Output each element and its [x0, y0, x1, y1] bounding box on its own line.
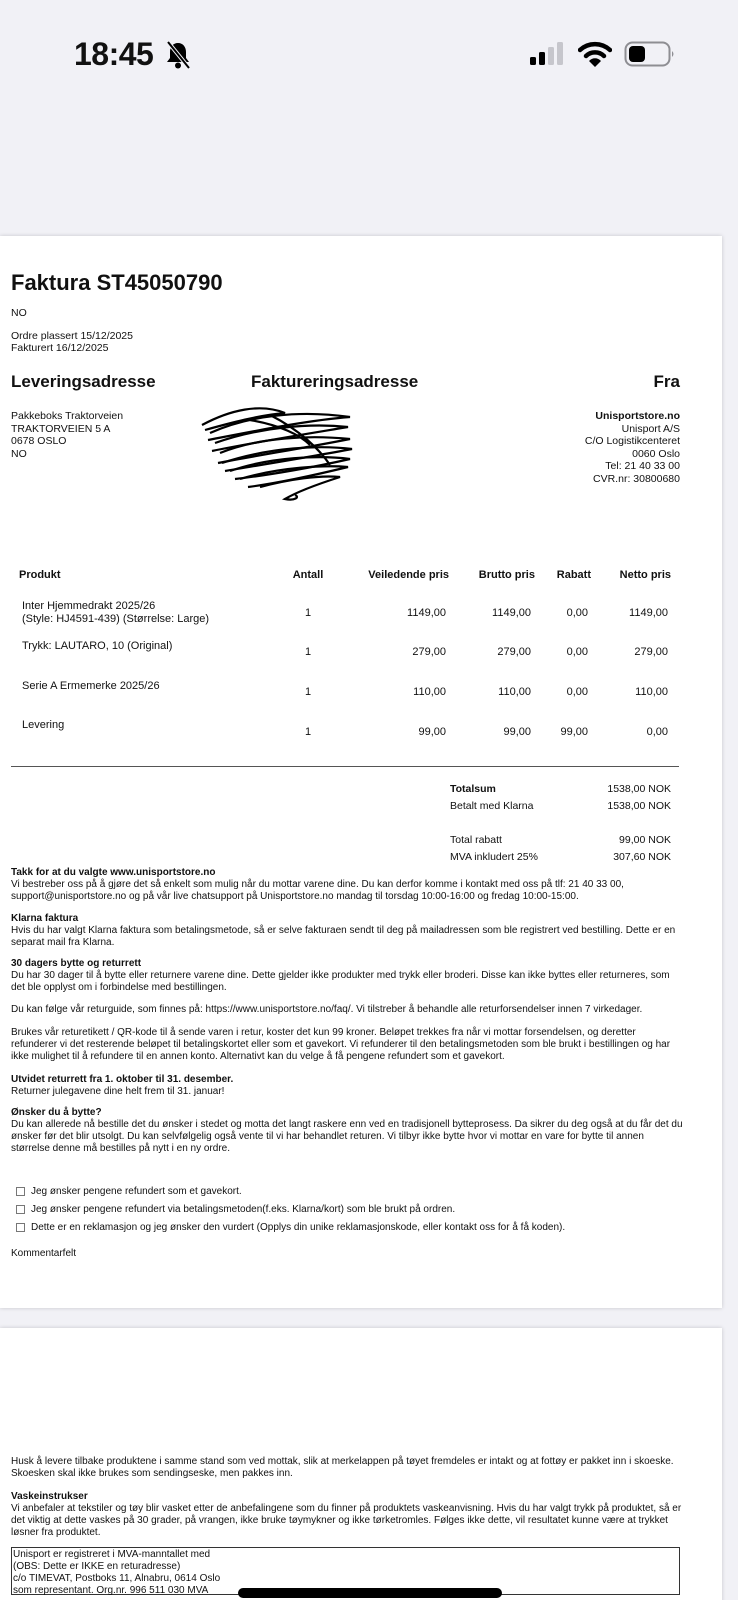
refund-payment-method-label: Jeg ønsker pengene refundert via betalingsmetoden(f.eks. Klarna/kort) som ble brukt på ordren. [31, 1204, 456, 1215]
delivery-line: NO [11, 447, 27, 460]
section-body: Du kan allerede nå bestille det du ønsker i stedet og motta det langt raskere enn ved en tradisjonell bytteprosess. Da sikrer du deg også at du får det du ønsker før det blir utsolgt. Du kan selvfølgelig også vente til vi har behandlet returen. Vi tilbyr ikke bytte hvor vi mottar en vare for bytte til annen størrelse denne må bestilles på nytt i en ny ordre. [11, 1119, 683, 1154]
billing-address-heading: Faktureringsadresse [251, 372, 419, 391]
col-header-list-price: Veiledende pris [368, 569, 449, 581]
section-title: Klarna faktura [11, 913, 79, 924]
discount: 0,00 [566, 607, 588, 619]
comment-field-label: Kommentarfelt [11, 1248, 77, 1259]
section-title: Utvidet returrett fra 1. oktober til 31. desember. [11, 1074, 234, 1085]
wifi-icon [578, 40, 612, 68]
delivery-address [11, 410, 123, 460]
exchange-section [11, 1107, 683, 1155]
section-body: Du har 30 dager til å bytte eller returnere varene dine. Dette gjelder ikke produkter med trykk eller broderi. Disse kan ikke byttes eller returneres, som det ble opplyst om i forbindelse med bestillingen. [11, 970, 670, 993]
total-label: Totalsum [450, 783, 496, 795]
delivery-line: Pakkeboks Traktorveien [11, 410, 124, 422]
qty: 1 [304, 726, 312, 738]
extended-return-section [11, 1074, 683, 1098]
discount-label: Total rabatt [450, 834, 502, 846]
col-header-qty: Antall [292, 569, 324, 581]
complaint-label: Dette er en reklamasjon og jeg ønsker den vurdert (Opplys din unike reklamasjonskode, eller kontakt oss for å få koden). [31, 1222, 566, 1233]
product-name [22, 600, 209, 626]
product-title: Serie A Ermemerke 2025/26 [22, 680, 160, 692]
from-line: CVR.nr: 30800680 [593, 472, 680, 485]
qty: 1 [304, 607, 312, 619]
return-label-info: Brukes vår returetikett / QR-kode til å sende varen i retur, koster det kun 99 kroner. Beløpet trekkes fra når vi mottar forsendelsen, og deretter refunderer vi det resterende beløpet til betalingskortet eller som et gavekort. Vi refunderer til den betalingsmetoden som ble brukt i bestillingen og har ikke mulighet til å refundere til en annen konto. Alternativt kan du velge å få pengene refundert som et gavekort. [11, 1027, 671, 1062]
footer-line: som representant. Org.nr. 996 511 030 MVA [13, 1585, 209, 1596]
refund-giftcard-label: Jeg ønsker pengene refundert som et gavekort. [31, 1186, 242, 1197]
product-title: Inter Hjemmedrakt 2025/26 [22, 600, 156, 612]
from-line: C/O Logistikcenteret [584, 435, 680, 447]
gross-price: 279,00 [497, 646, 531, 658]
complaint-checkbox[interactable] [16, 1223, 25, 1232]
qty: 1 [304, 686, 312, 698]
return-reminder: Husk å levere tilbake produktene i samme stand som ved mottak, slik at merkelappen på tøyet fremdeles er intakt og at fottøy er pakket inn i skoeske. Skoesken skal ikke brukes som sendingseske, men pakkes inn. [11, 1456, 674, 1479]
thanks-section [11, 867, 683, 903]
section-title: Ønsker du å bytte? [11, 1107, 102, 1118]
total-value: 1538,00 NOK [607, 783, 671, 795]
redacted-billing-address [200, 405, 360, 505]
discount: 99,00 [560, 726, 588, 738]
table-divider [11, 766, 679, 767]
list-price: 279,00 [412, 646, 446, 658]
product-title: Levering [22, 719, 65, 731]
section-title: 30 dagers bytte og returrett [11, 958, 142, 969]
refund-payment-method-checkbox[interactable] [16, 1205, 25, 1214]
discount: 0,00 [566, 686, 588, 698]
section-body: Hvis du har valgt Klarna faktura som betalingsmetode, så er selve fakturaen sendt til deg på mailadressen som ble registrert ved bestilling. Dette er en separat mail fra Klarna. [11, 925, 676, 948]
footer-line: Unisport er registreret i MVA-manntallet med [13, 1549, 211, 1560]
from-line: Tel: 21 40 33 00 [605, 460, 680, 472]
delivery-line: TRAKTORVEIEN 5 A [11, 422, 111, 435]
order-placed-date: Ordre plassert 15/12/2025 [11, 330, 133, 342]
home-indicator[interactable] [238, 1588, 502, 1598]
list-price: 1149,00 [407, 607, 446, 619]
return-section [11, 958, 683, 994]
delivery-line: 0678 OSLO [11, 435, 67, 447]
paid-label: Betalt med Klarna [450, 800, 534, 812]
wash-instructions-section [11, 1491, 683, 1539]
from-line: 0060 Oslo [632, 447, 680, 460]
vat-label: MVA inkludert 25% [450, 851, 538, 863]
qty: 1 [304, 646, 312, 658]
from-heading: Fra [653, 372, 680, 391]
gross-price: 99,00 [503, 726, 531, 738]
status-time: 18:45 [74, 36, 154, 72]
invoiced-date: Fakturert 16/12/2025 [11, 342, 109, 354]
from-company: Unisportstore.no [595, 410, 680, 422]
product-subtitle: (Style: HJ4591-439) (Størrelse: Large) [22, 613, 210, 625]
invoice-country: NO [11, 307, 27, 319]
discount-value: 99,00 NOK [619, 834, 671, 846]
invoice-title: Faktura ST45050790 [11, 270, 223, 295]
section-body: Vi anbefaler at tekstiler og tøy blir vasket etter de anbefalingene som du finner på produktets vaskeanvisning. Hvis du har valgt trykk på produktet, så er det viktig at dette vaskes på 30 grader, på vrangen, ikke bruke tøymykner og ikke tørketromles. Følges ikke dette, vil resultatet kunne være at trykket løsner fra produktet. [11, 1503, 682, 1538]
list-price: 110,00 [413, 686, 446, 698]
status-bar [0, 0, 738, 110]
refund-giftcard-checkbox[interactable] [16, 1187, 25, 1196]
net-price: 1149,00 [629, 607, 668, 619]
section-title: Vaskeinstrukser [11, 1491, 88, 1502]
section-body: Returner julegavene dine helt frem til 31. januar! [11, 1086, 225, 1097]
net-price: 279,00 [634, 646, 668, 658]
vat-value: 307,60 NOK [613, 851, 671, 863]
net-price: 110,00 [635, 686, 668, 698]
section-body: Vi bestreber oss på å gjøre det så enkelt som mulig når du mottar varene dine. Du kan derfor komme i kontakt med oss på tlf: 21 40 33 00, support@unisportstore.no og på vår live chatsupport på Unisportstore.no mandag til torsdag 10:00-16:00 og fredag 10:00-15:00. [11, 879, 624, 902]
section-title: Takk for at du valgte www.unisportstore.no [11, 867, 216, 878]
net-price: 0,00 [646, 726, 668, 738]
delivery-address-heading: Leveringsadresse [11, 372, 156, 391]
col-header-product: Produkt [19, 569, 61, 581]
footer-line: c/o TIMEVAT, Postboks 11, Alnabru, 0614 Oslo [13, 1573, 221, 1584]
from-address [585, 410, 680, 485]
paid-value: 1538,00 NOK [607, 800, 671, 812]
col-header-net: Netto pris [619, 569, 671, 581]
col-header-gross: Brutto pris [478, 569, 535, 581]
gross-price: 1149,00 [492, 607, 531, 619]
product-title: Trykk: LAUTARO, 10 (Original) [22, 640, 173, 652]
klarna-section [11, 913, 683, 949]
footer-line: (OBS: Dette er IKKE en returadresse) [13, 1561, 181, 1572]
discount: 0,00 [566, 646, 588, 658]
battery-icon [624, 41, 676, 67]
cellular-signal-icon [528, 42, 566, 66]
from-line: Unisport A/S [621, 422, 680, 435]
list-price: 99,00 [418, 726, 446, 738]
return-guide: Du kan følge vår returguide, som finnes på: https://www.unisportstore.no/faq/. Vi tilstreber å behandle alle returforsendelser innen 7 virkedager. [11, 1004, 643, 1015]
bell-slash-icon [164, 40, 192, 70]
gross-price: 110,00 [498, 686, 531, 698]
col-header-discount: Rabatt [556, 569, 591, 581]
